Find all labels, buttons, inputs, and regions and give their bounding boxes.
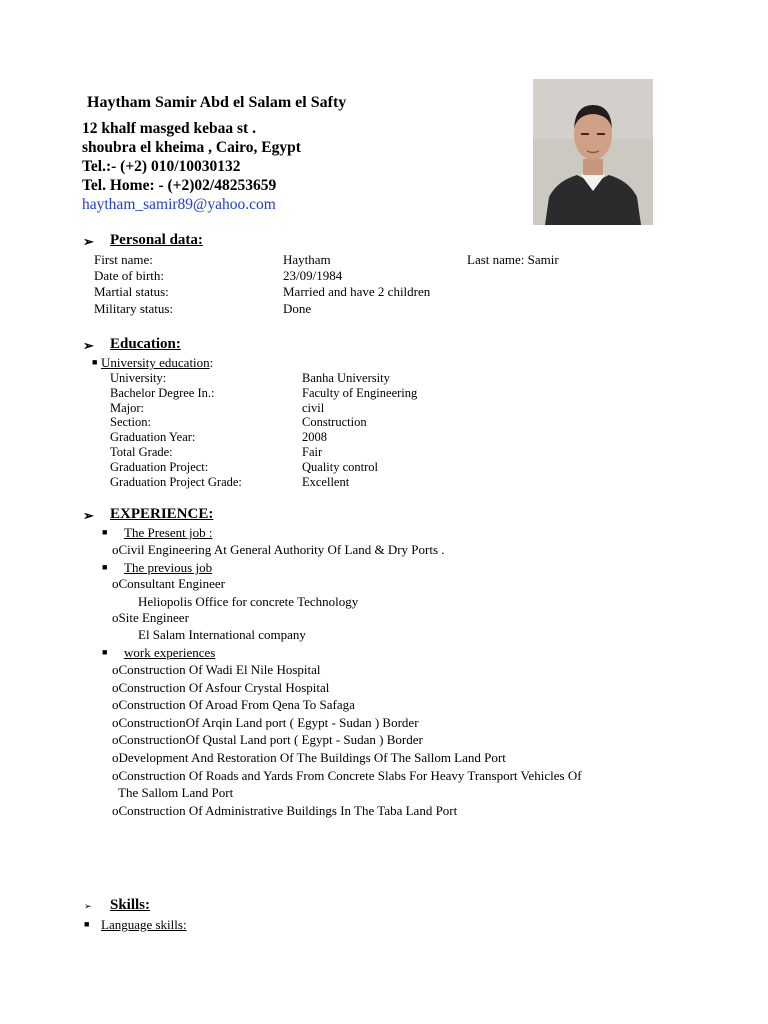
edu-label: Major: <box>110 400 145 415</box>
circle-bullet-icon: o <box>112 610 119 625</box>
circle-bullet-icon: o <box>112 679 119 695</box>
edu-row <box>110 415 417 430</box>
person-photo-icon <box>533 79 653 225</box>
edu-row <box>110 386 417 401</box>
personal-data-heading: Personal data: <box>110 232 203 248</box>
experience-arrow-icon: ➢ <box>83 508 94 523</box>
work-item-text: Development And Restoration Of The Buildings Of The Sallom Land Port <box>118 749 506 765</box>
list-item-continuation: The Sallom Land Port <box>118 785 234 801</box>
address-line-2: shoubra el kheima , Cairo, Egypt <box>82 139 301 156</box>
circle-bullet-icon: o <box>112 662 119 677</box>
university-education-subheading: University education <box>101 355 210 370</box>
circle-bullet-icon: o <box>112 542 119 557</box>
square-bullet-icon: ■ <box>102 562 108 572</box>
circle-bullet-icon: o <box>112 767 119 783</box>
dob-label: Date of birth: <box>94 268 165 283</box>
first-name-label: First name: <box>94 252 153 267</box>
edu-label: Graduation Year: <box>110 430 196 445</box>
list-item <box>112 802 582 820</box>
previous-job-org: Heliopolis Office for concrete Technology <box>138 594 359 609</box>
circle-bullet-icon: o <box>112 697 119 713</box>
edu-value: Quality control <box>302 459 379 474</box>
dob-value: 23/09/1984 <box>283 268 343 283</box>
work-item-text: Construction Of Wadi El Nile Hospital <box>118 662 321 677</box>
phone-home: Tel. Home: - (+2)02/48253659 <box>82 177 277 194</box>
edu-row <box>110 445 417 460</box>
language-skills-subheading: Language skills: <box>101 917 187 932</box>
skills-arrow-icon: ➢ <box>84 901 92 911</box>
circle-bullet-icon: o <box>112 749 119 765</box>
edu-value: Faculty of Engineering <box>302 385 418 400</box>
edu-value: Banha University <box>302 371 390 385</box>
edu-row <box>110 401 417 416</box>
marital-value: Married and have 2 children <box>283 284 431 299</box>
list-item <box>112 767 582 785</box>
edu-value: Fair <box>302 444 323 459</box>
edu-label: University: <box>110 371 167 385</box>
circle-bullet-icon: o <box>112 576 119 591</box>
last-name: Last name: Samir <box>467 252 559 267</box>
square-bullet-icon: ■ <box>102 527 108 537</box>
military-label: Military status: <box>94 301 174 316</box>
list-item <box>112 731 582 749</box>
work-item-text: Construction Of Roads and Yards From Concrete Slabs For Heavy Transport Vehicles Of <box>118 767 582 783</box>
work-experience-list <box>112 661 582 819</box>
edu-label: Total Grade: <box>110 444 173 459</box>
first-name-value: Haytham <box>283 252 331 267</box>
edu-label: Graduation Project Grade: <box>110 474 242 489</box>
previous-job-org: El Salam International company <box>138 627 306 642</box>
skills-heading: Skills: <box>110 897 151 913</box>
work-item-text: Construction Of Aroad From Qena To Safaga <box>118 697 355 713</box>
previous-job-role: Site Engineer <box>118 610 189 625</box>
list-item <box>112 679 582 697</box>
address-line-1: 12 khalf masged kebaa st . <box>82 120 256 137</box>
present-job-subheading: The Present job : <box>124 525 213 540</box>
work-item-text: Construction Of Asfour Crystal Hospital <box>118 679 330 695</box>
list-item <box>112 749 582 767</box>
circle-bullet-icon: o <box>112 732 119 748</box>
work-item-text: ConstructionOf Qustal Land port ( Egypt - Sudan ) Border <box>118 732 423 748</box>
edu-value: Excellent <box>302 474 350 489</box>
edu-value: civil <box>302 400 325 415</box>
military-value: Done <box>283 301 312 316</box>
previous-job-role: Consultant Engineer <box>118 576 226 591</box>
edu-row <box>110 430 417 445</box>
work-item-text: ConstructionOf Arqin Land port ( Egypt - Sudan ) Border <box>118 714 419 730</box>
present-job-item: Civil Engineering At General Authority Of Land & Dry Ports . <box>118 542 445 557</box>
education-table <box>110 371 417 489</box>
edu-label: Section: <box>110 415 151 430</box>
profile-photo <box>533 79 653 225</box>
education-heading: Education: <box>110 336 181 352</box>
circle-bullet-icon: o <box>112 714 119 730</box>
list-item <box>112 714 582 732</box>
circle-bullet-icon: o <box>112 802 119 818</box>
edu-row <box>110 460 417 475</box>
square-bullet-icon: ■ <box>102 647 108 657</box>
edu-label: Graduation Project: <box>110 459 209 474</box>
phone-mobile: Tel.:- (+2) 010/10030132 <box>82 158 241 175</box>
personal-arrow-icon: ➢ <box>83 234 94 249</box>
work-item-text: Construction Of Administrative Buildings In The Taba Land Port <box>118 802 458 818</box>
work-experiences-subheading: work experiences <box>124 645 216 660</box>
candidate-name: Haytham Samir Abd el Salam el Safty <box>87 94 347 111</box>
square-bullet-icon: ■ <box>92 357 98 367</box>
edu-value: Construction <box>302 415 367 430</box>
marital-label: Martial status: <box>94 284 169 299</box>
email-link[interactable]: haytham_samir89@yahoo.com <box>82 196 276 213</box>
square-bullet-icon: ■ <box>84 919 90 929</box>
edu-label: Bachelor Degree In.: <box>110 385 215 400</box>
list-item <box>112 661 582 679</box>
education-arrow-icon: ➢ <box>83 338 94 353</box>
previous-job-subheading: The previous job <box>124 560 213 575</box>
edu-row <box>110 475 417 490</box>
edu-row <box>110 371 417 386</box>
list-item <box>112 696 582 714</box>
experience-heading: EXPERIENCE: <box>110 506 214 522</box>
edu-value: 2008 <box>302 430 327 445</box>
